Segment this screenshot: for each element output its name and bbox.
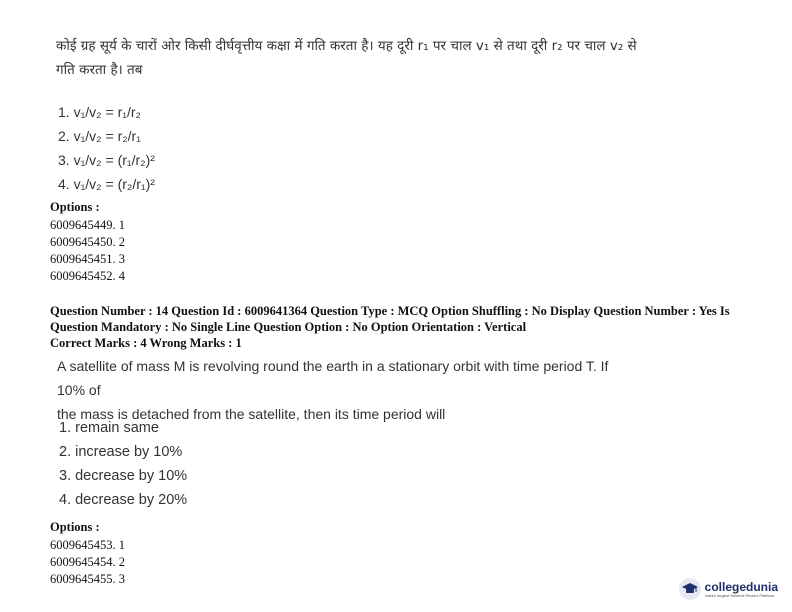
options-heading: Options : <box>50 200 100 214</box>
option-id: 6009645451. 3 <box>50 252 125 266</box>
choice-item: 1. v₁/v₂ = r₁/r₂ <box>58 104 141 120</box>
choice-item: 2. increase by 10% <box>59 444 183 460</box>
marks-line: Correct Marks : 4 Wrong Marks : 1 <box>50 336 242 350</box>
choice-item: 2. v₁/v₂ = r₂/r₁ <box>58 128 141 144</box>
question-14-choices <box>59 416 187 512</box>
options-heading: Options : <box>50 520 100 534</box>
question-14-line-1: A satellite of mass M is revolving round the earth in a stationary orbit with time period T. If 10% of <box>57 358 609 398</box>
choice-item: 3. decrease by 10% <box>59 468 188 484</box>
choice-item: 4. decrease by 20% <box>59 492 188 508</box>
option-id: 6009645453. 1 <box>50 538 125 552</box>
meta-line: Question Mandatory : No Single Line Question Option : No Option Orientation : Vertical <box>50 320 527 334</box>
option-id: 6009645449. 1 <box>50 218 125 232</box>
question-13-choices <box>58 100 155 196</box>
choice-item: 1. remain same <box>59 420 159 436</box>
meta-line: Question Number : 14 Question Id : 6009641364 Question Type : MCQ Option Shuffling : No Display Question Number : Yes Is <box>50 304 730 318</box>
option-id-list <box>50 217 125 285</box>
question-13-line-2: गति करता है। तब <box>56 62 143 78</box>
logo-text <box>705 580 778 598</box>
question-14-meta <box>50 303 750 351</box>
question-14-line-2: the mass is detached from the satellite, then its time period will <box>57 406 446 422</box>
choice-item: 3. v₁/v₂ = (r₁/r₂)² <box>58 152 155 168</box>
question-13-text <box>56 34 656 82</box>
question-13-line-1: कोई ग्रह सूर्य के चारों ओर किसी दीर्घवृत्तीय कक्षा में गति करता है। यह दूरी r₁ पर चाल v₁ से तथा दूरी r₂ पर चाल v₂ से <box>56 38 637 54</box>
option-id: 6009645455. 3 <box>50 572 125 586</box>
option-id: 6009645454. 2 <box>50 555 125 569</box>
logo-brand: collegedunia <box>704 580 778 594</box>
collegedunia-logo[interactable] <box>679 578 778 600</box>
graduation-cap-icon <box>679 578 701 600</box>
choice-item: 4. v₁/v₂ = (r₂/r₁)² <box>58 176 155 192</box>
option-id: 6009645450. 2 <box>50 235 125 249</box>
option-id-list <box>50 537 125 588</box>
option-id: 6009645452. 4 <box>50 269 125 283</box>
logo-tagline: India's largest Student Review Platform <box>704 593 775 598</box>
